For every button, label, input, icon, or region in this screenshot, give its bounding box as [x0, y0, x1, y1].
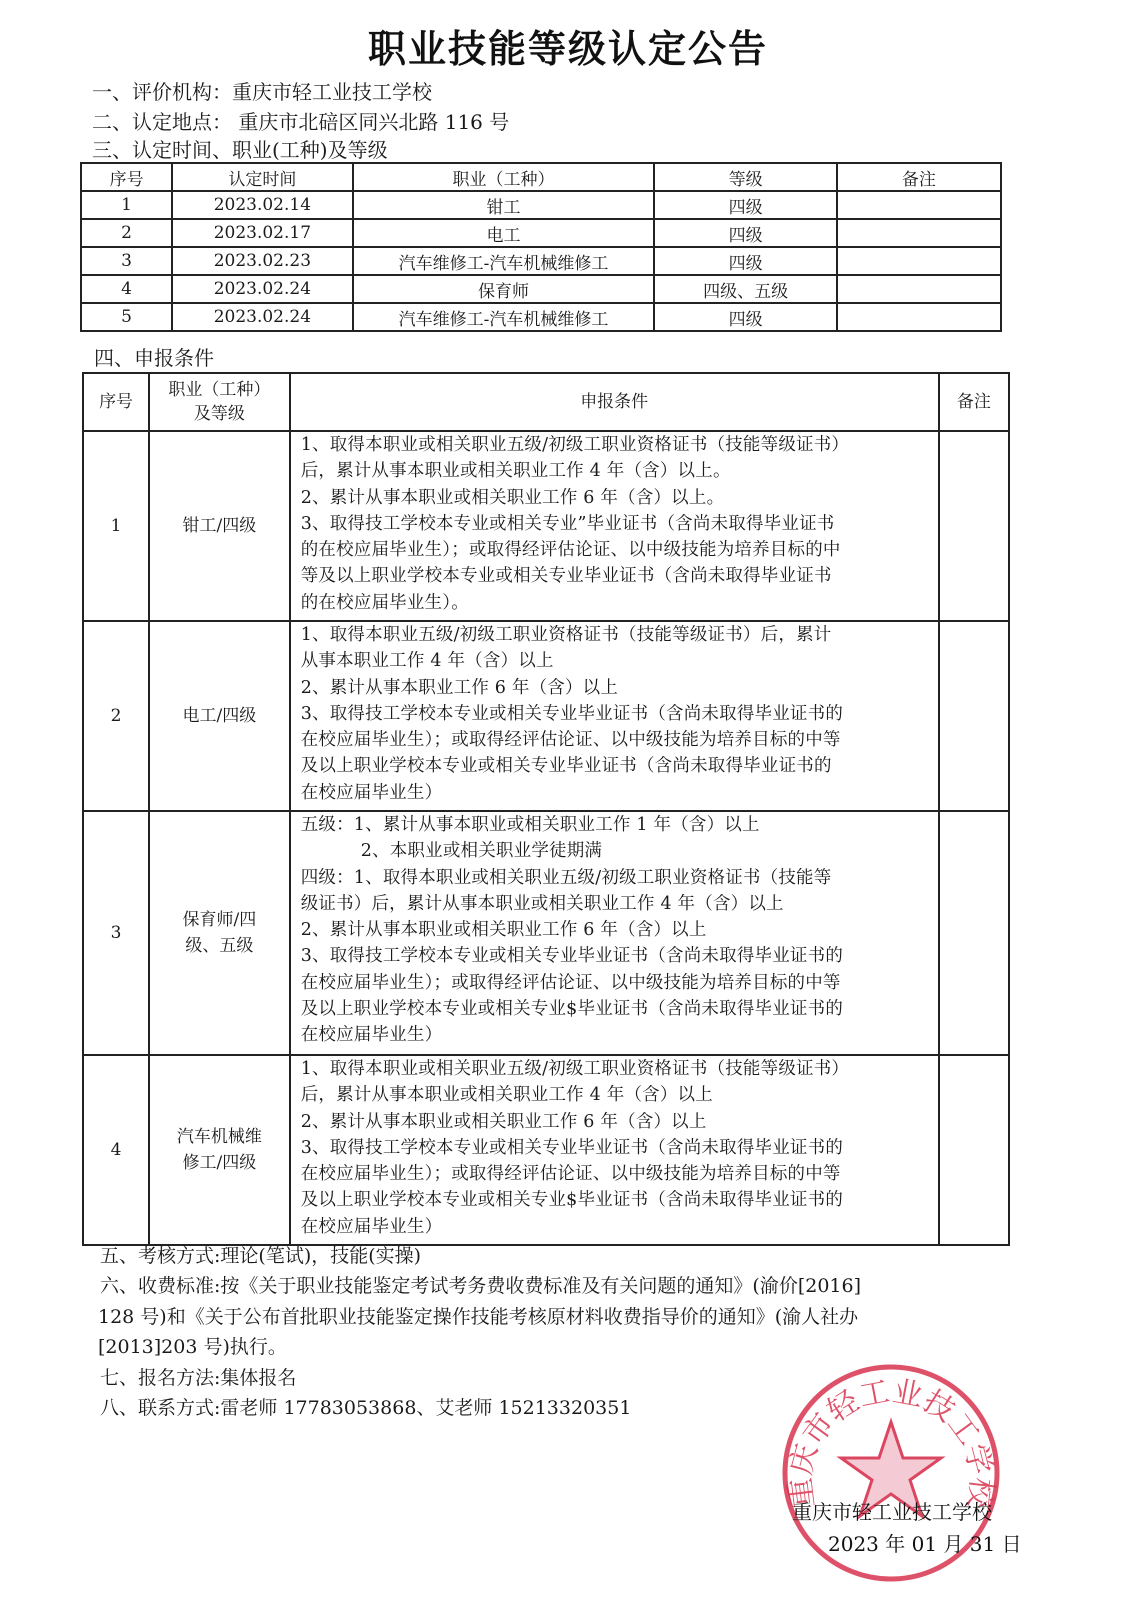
- header-conditions: 申报条件: [290, 373, 939, 431]
- seal-text: 重庆市轻工业技工学校: [782, 1374, 1000, 1510]
- occupation-line1: 电工/四级: [182, 706, 257, 726]
- table-row: [83, 1055, 1009, 1245]
- cell-date: 2023.02.24: [172, 303, 352, 331]
- section-conditions-heading: 四、申报条件: [94, 346, 214, 370]
- table-row: [81, 247, 1001, 275]
- cell-date: 2023.02.17: [172, 219, 352, 247]
- header-occupation: 职业（工种）: [353, 163, 655, 191]
- condition-line: 及以上职业学校本专业或相关专业$毕业证书（含尚未取得毕业证书的: [300, 999, 844, 1020]
- occupation-line1: 保育师/四: [182, 910, 257, 930]
- occupation-line1: 钳工/四级: [182, 516, 257, 536]
- condition-line: 在校应届毕业生）；或取得经评估论证、以中级技能为培养目标的中等: [300, 972, 841, 993]
- condition-line: 在校应届毕业生）；或取得经评估论证、以中级技能为培养目标的中等: [300, 730, 841, 751]
- condition-line: 及以上职业学校本专业或相关专业$毕业证书（含尚未取得毕业证书的: [300, 1190, 844, 1211]
- cell-occupation: [149, 621, 290, 811]
- occupation-line2: 修工/四级: [182, 1153, 257, 1173]
- cell-level: 四级: [654, 303, 836, 331]
- cell-note: [837, 275, 1001, 303]
- cell-note: [939, 811, 1009, 1055]
- section-evaluation-org: 一、评价机构：重庆市轻工业技工学校: [92, 80, 432, 104]
- section-location: 二、认定地点： 重庆市北碚区同兴北路 116 号: [92, 110, 510, 134]
- cell-note: [939, 621, 1009, 811]
- cell-no: 1: [83, 431, 149, 621]
- header-no: 序号: [83, 373, 149, 431]
- table-row: [83, 431, 1009, 621]
- condition-line: 2、累计从事本职业或相关职业工作 6 年（含）以上: [300, 1111, 707, 1132]
- condition-line: 2、本职业或相关职业学徒期满: [360, 841, 603, 862]
- occupation-line2: 级、五级: [185, 936, 254, 956]
- cell-occupation: [149, 431, 290, 621]
- header-note: 备注: [939, 373, 1009, 431]
- cell-note: [939, 431, 1009, 621]
- condition-line: 3、取得技工学校本专业或相关专业毕业证书（含尚未取得毕业证书的: [300, 946, 844, 967]
- cell-note: [939, 1055, 1009, 1245]
- table-row: [83, 811, 1009, 1055]
- cell-occupation: 电工: [353, 219, 655, 247]
- cell-no: 2: [83, 621, 149, 811]
- condition-line: 等及以上职业学校本专业或相关专业毕业证书（含尚未取得毕业证书: [300, 566, 832, 587]
- signature-org: 重庆市轻工业技工学校: [792, 1500, 992, 1524]
- cell-level: 四级: [654, 247, 836, 275]
- condition-line: 五级：1、累计从事本职业或相关职业工作 1 年（含）以上: [300, 815, 760, 835]
- cell-no: 1: [81, 191, 172, 219]
- condition-line: 后，累计从事本职业或相关职业工作 4 年（含）以上。: [300, 461, 731, 482]
- header-level: 等级: [654, 163, 836, 191]
- section-schedule-heading: 三、认定时间、职业(工种)及等级: [92, 138, 388, 162]
- cell-no: 2: [81, 219, 172, 247]
- cell-occupation: [149, 811, 290, 1055]
- signature-date: 2023 年 01 月 31 日: [828, 1532, 1022, 1556]
- table-row: [81, 275, 1001, 303]
- cell-occupation: 汽车维修工-汽车机械维修工: [353, 247, 655, 275]
- table-row: [81, 191, 1001, 219]
- table-row: [81, 303, 1001, 331]
- condition-line: 从事本职业工作 4 年（含）以上: [300, 651, 554, 672]
- cell-level: 四级: [654, 191, 836, 219]
- cell-no: 3: [81, 247, 172, 275]
- section-fees-line1: 六、收费标准:按《关于职业技能鉴定考试考务费收费标准及有关问题的通知》(渝价[2016]: [100, 1275, 861, 1297]
- condition-line: 级证书）后，累计从事本职业或相关职业工作 4 年（含）以上: [300, 893, 784, 914]
- cell-date: 2023.02.23: [172, 247, 352, 275]
- cell-conditions: [290, 1055, 939, 1245]
- cell-no: 3: [83, 811, 149, 1055]
- occupation-line1: 汽车机械维: [176, 1127, 262, 1147]
- condition-line: 1、取得本职业五级/初级工职业资格证书（技能等级证书）后，累计: [300, 625, 832, 645]
- section-fees-line3: [2013]203 号)执行。: [98, 1336, 287, 1358]
- condition-line: 1、取得本职业或相关职业五级/初级工职业资格证书（技能等级证书）: [300, 435, 850, 455]
- section-assessment: 五、考核方式:理论(笔试)，技能(实操): [100, 1245, 422, 1267]
- section-fees-line2: 128 号)和《关于公布首批职业技能鉴定操作技能考核原材料收费指导价的通知》(渝人社办: [98, 1306, 859, 1328]
- cell-occupation: 汽车维修工-汽车机械维修工: [353, 303, 655, 331]
- condition-line: 在校应届毕业生）: [300, 1216, 443, 1237]
- cell-conditions: [290, 431, 939, 621]
- condition-line: 2、累计从事本职业或相关职业工作 6 年（含）以上。: [300, 487, 725, 508]
- condition-line: 的在校应届毕业生）。: [300, 592, 469, 613]
- condition-line: 1、取得本职业或相关职业五级/初级工职业资格证书（技能等级证书）: [300, 1059, 850, 1079]
- cell-note: [837, 191, 1001, 219]
- condition-line: 2、累计从事本职业工作 6 年（含）以上: [300, 677, 619, 698]
- cell-occupation: 钳工: [353, 191, 655, 219]
- condition-line: 3、取得技工学校本专业或相关专业”毕业证书（含尚未取得毕业证书: [300, 513, 835, 534]
- header-occupation: [149, 373, 290, 431]
- cell-no: 5: [81, 303, 172, 331]
- header-date: 认定时间: [172, 163, 352, 191]
- condition-line: 3、取得技工学校本专业或相关专业毕业证书（含尚未取得毕业证书的: [300, 1137, 844, 1158]
- condition-line: 在校应届毕业生）: [300, 782, 443, 803]
- page-title: 职业技能等级认定公告: [367, 27, 768, 71]
- header-occupation-line2: 及等级: [193, 404, 245, 424]
- condition-line: 四级：1、取得本职业或相关职业五级/初级工职业资格证书（技能等: [300, 867, 832, 888]
- table-row: [81, 219, 1001, 247]
- condition-line: 后，累计从事本职业或相关职业工作 4 年（含）以上: [300, 1085, 713, 1106]
- header-no: 序号: [81, 163, 172, 191]
- cell-occupation: [149, 1055, 290, 1245]
- condition-line: 在校应届毕业生）: [300, 1025, 443, 1046]
- cell-note: [837, 303, 1001, 331]
- cell-occupation: 保育师: [353, 275, 655, 303]
- cell-level: 四级: [654, 219, 836, 247]
- condition-line: 2、累计从事本职业或相关职业工作 6 年（含）以上: [300, 920, 707, 941]
- schedule-header-row: [81, 163, 1001, 191]
- cell-no: 4: [83, 1055, 149, 1245]
- condition-line: 在校应届毕业生）；或取得经评估论证、以中级技能为培养目标的中等: [300, 1164, 841, 1185]
- cell-conditions: [290, 621, 939, 811]
- header-occupation-line1: 职业（工种）: [168, 380, 271, 400]
- condition-line: 的在校应届毕业生）；或取得经评估论证、以中级技能为培养目标的中: [300, 540, 841, 561]
- schedule-table: [80, 162, 1002, 332]
- cell-note: [837, 247, 1001, 275]
- cell-date: 2023.02.14: [172, 191, 352, 219]
- section-registration: 七、报名方法:集体报名: [100, 1367, 297, 1389]
- cell-level: 四级、五级: [654, 275, 836, 303]
- conditions-table: [82, 372, 1010, 1246]
- cell-conditions: [290, 811, 939, 1055]
- conditions-header-row: [83, 373, 1009, 431]
- table-row: [83, 621, 1009, 811]
- cell-date: 2023.02.24: [172, 275, 352, 303]
- cell-note: [837, 219, 1001, 247]
- section-contact: 八、联系方式:雷老师 17783053868、艾老师 15213320351: [100, 1397, 632, 1419]
- condition-line: 及以上职业学校本专业或相关专业毕业证书（含尚未取得毕业证书的: [300, 756, 832, 777]
- header-note: 备注: [837, 163, 1001, 191]
- condition-line: 3、取得技工学校本专业或相关专业毕业证书（含尚未取得毕业证书的: [300, 703, 844, 724]
- cell-no: 4: [81, 275, 172, 303]
